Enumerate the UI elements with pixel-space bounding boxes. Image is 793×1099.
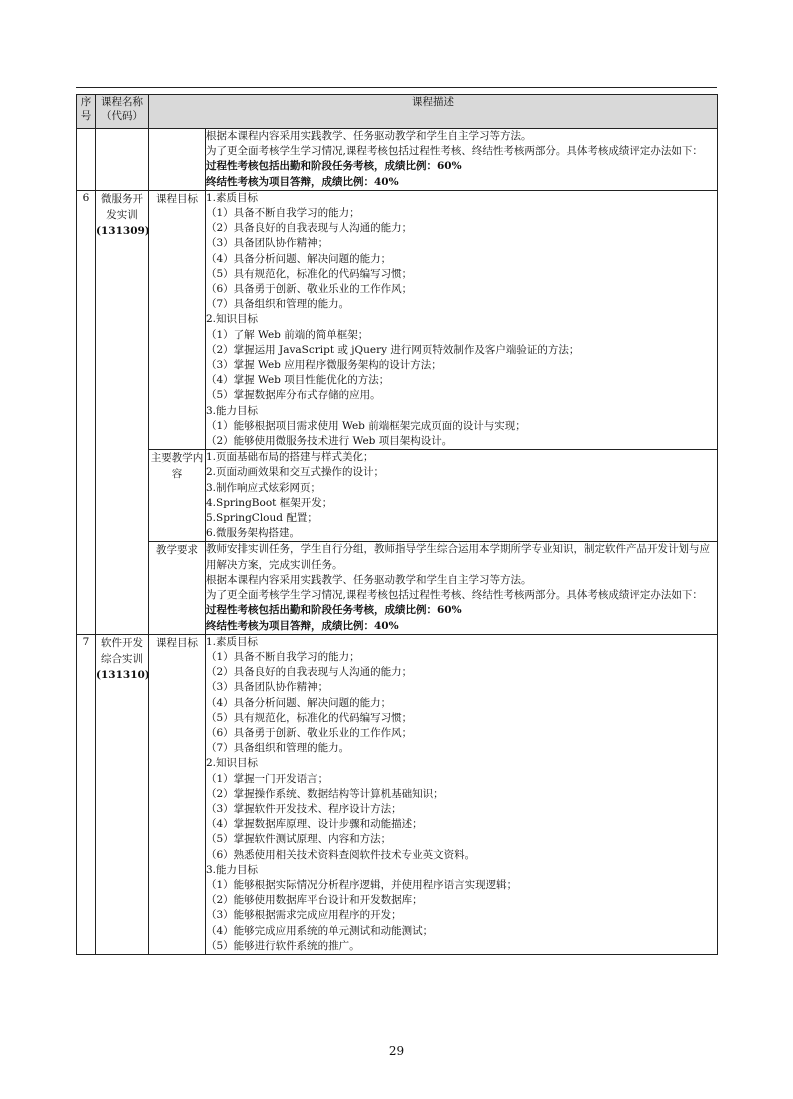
text-line: （1）具备不断自我学习的能力；	[206, 650, 360, 663]
text-line: 教师安排实训任务，学生自行分组，教师指导学生综合运用本学期所学专业知识，制定软件产品开发计划与应用解决方案，完成实训任务。	[206, 543, 710, 571]
text-line: 5.SpringCloud 配置；	[206, 512, 318, 525]
text-line: （5）具有规范化，标准化的代码编写习惯；	[206, 267, 413, 280]
course-6-name: 微服务开发实训	[101, 192, 143, 221]
text-line: （3）掌握 Web 应用程序微服务架构的设计方法；	[206, 359, 442, 372]
text-line: 终结性考核为项目答辩，成绩比例：40%	[206, 175, 399, 188]
text-line: （3）具备团队协作精神；	[206, 237, 329, 250]
header-course-description	[149, 95, 718, 129]
course-7-name-cell	[96, 634, 149, 954]
text-line: （6）具备勇于创新、敬业乐业的工作作风；	[206, 283, 413, 296]
course-6-goals-label: 课程目标	[149, 190, 206, 449]
text-line: （7）具备组织和管理的能力。	[206, 298, 350, 311]
text-line: （1）了解 Web 前端的简单框架；	[206, 328, 369, 341]
text-line: 2.知识目标	[206, 757, 259, 770]
course-6-code: (131309)	[96, 224, 150, 237]
text-line: 3.能力目标	[206, 863, 259, 876]
text-line: （7）具备组织和管理的能力。	[206, 742, 350, 755]
text-line: 2.页面动画效果和交互式操作的设计；	[206, 466, 385, 479]
text-line: （3）能够根据需求完成应用程序的开发；	[206, 909, 402, 922]
course-6-content-content	[206, 450, 718, 542]
text-line: （3）具备团队协作精神；	[206, 681, 329, 694]
text-line: （5）具有规范化，标准化的代码编写习惯；	[206, 711, 413, 724]
text-line: 1.素质目标	[206, 635, 259, 648]
carry-over-description	[206, 129, 718, 191]
course-7-name: 软件开发综合实训	[101, 636, 143, 665]
course-6-content-label: 主要教学内容	[149, 450, 206, 542]
text-line: 根据本课程内容采用实践教学、任务驱动教学和学生自主学习等方法。	[206, 573, 532, 586]
text-line: （2）具备良好的自我表现与人沟通的能力；	[206, 666, 413, 679]
text-line: （6）具备勇于创新、敬业乐业的工作作风；	[206, 726, 413, 739]
carry-over-name-cell	[96, 129, 149, 191]
course-6-requirements-row	[77, 542, 718, 634]
top-rule	[76, 87, 717, 88]
text-line: 1.页面基础布局的搭建与样式美化；	[206, 451, 374, 464]
text-line: 1.素质目标	[206, 191, 259, 204]
carry-over-row	[77, 129, 718, 191]
text-line: （1）能够根据项目需求使用 Web 前端框架完成页面的设计与实现；	[206, 419, 526, 432]
course-7-goals-label: 课程目标	[149, 634, 206, 954]
text-line: （2）能够使用微服务技术进行 Web 项目架构设计。	[206, 435, 453, 448]
text-line: （6）熟悉使用相关技术资料查阅软件技术专业英文资料。	[206, 848, 476, 861]
header-course-name-line1: 课程名称	[101, 96, 143, 108]
course-7-goals-content	[206, 634, 718, 954]
text-line: （4）掌握数据库原理、设计步骤和动能描述；	[206, 818, 423, 831]
text-line: （2）掌握操作系统、数据结构等计算机基础知识；	[206, 787, 444, 800]
carry-over-number-cell	[77, 129, 96, 191]
course-table	[76, 94, 718, 955]
text-line: （4）掌握 Web 项目性能优化的方法；	[206, 374, 390, 387]
header-course-name	[96, 95, 149, 129]
text-line: （3）掌握软件开发技术、程序设计方法；	[206, 802, 402, 815]
text-line: （1）掌握一门开发语言；	[206, 772, 329, 785]
text-line: 3.制作响应式炫彩网页；	[206, 481, 322, 494]
text-line: （4）能够完成应用系统的单元测试和动能测试；	[206, 924, 434, 937]
text-line: （5）掌握软件测试原理、内容和方法；	[206, 833, 392, 846]
course-6-name-cell	[96, 190, 149, 634]
text-line: （5）能够进行软件系统的推广。	[206, 939, 360, 952]
text-line: （2）掌握运用 JavaScript 或 jQuery 进行网页特效制作及客户端验证的方法；	[206, 343, 580, 356]
text-line: （4）具备分析问题、解决问题的能力；	[206, 696, 392, 709]
carry-over-label-cell	[149, 129, 206, 191]
course-6-goals-content	[206, 190, 718, 449]
text-line: 6.微服务架构搭建。	[206, 527, 301, 540]
text-line: （1）能够根据实际情况分析程序逻辑，并使用程序语言实现逻辑；	[206, 878, 518, 891]
course-6-requirements-label: 教学要求	[149, 542, 206, 634]
text-line: （5）掌握数据库分布式存储的应用。	[206, 389, 381, 402]
text-line: （4）具备分析问题、解决问题的能力；	[206, 252, 392, 265]
text-line: 4.SpringBoot 框架开发；	[206, 496, 333, 509]
text-line: 为了更全面考核学生学习情况,课程考核包括过程性考核、终结性考核两部分。具体考核成绩评定办法如下：	[206, 589, 703, 602]
course-6-goals-row	[77, 190, 718, 449]
header-course-description-text: 课程描述	[412, 96, 454, 108]
course-6-number: 6	[77, 190, 96, 634]
course-6-requirements-content	[206, 542, 718, 634]
header-serial-number	[77, 95, 96, 129]
header-row	[77, 95, 718, 129]
course-7-code: (131310)	[96, 668, 150, 681]
text-line: 3.能力目标	[206, 404, 259, 417]
text-line: 为了更全面考核学生学习情况,课程考核包括过程性考核、终结性考核两部分。具体考核成绩评定办法如下：	[206, 145, 703, 158]
page-number: 29	[388, 1044, 405, 1058]
text-line: （1）具备不断自我学习的能力；	[206, 207, 360, 220]
header-serial-number-text: 序号	[80, 96, 92, 122]
text-line: 过程性考核包括出勤和阶段任务考核，成绩比例：60%	[206, 160, 462, 173]
course-7-number: 7	[77, 634, 96, 954]
text-line: 根据本课程内容采用实践教学、任务驱动教学和学生自主学习等方法。	[206, 130, 532, 142]
text-line: （2）具备良好的自我表现与人沟通的能力；	[206, 222, 413, 235]
text-line: 2.知识目标	[206, 313, 259, 326]
header-course-name-line2: （代码）	[101, 110, 143, 122]
course-6-content-row	[77, 450, 718, 542]
text-line: 终结性考核为项目答辩，成绩比例：40%	[206, 619, 399, 632]
text-line: 过程性考核包括出勤和阶段任务考核，成绩比例：60%	[206, 604, 462, 617]
text-line: （2）能够使用数据库平台设计和开发数据库；	[206, 894, 423, 907]
course-7-goals-row	[77, 634, 718, 954]
